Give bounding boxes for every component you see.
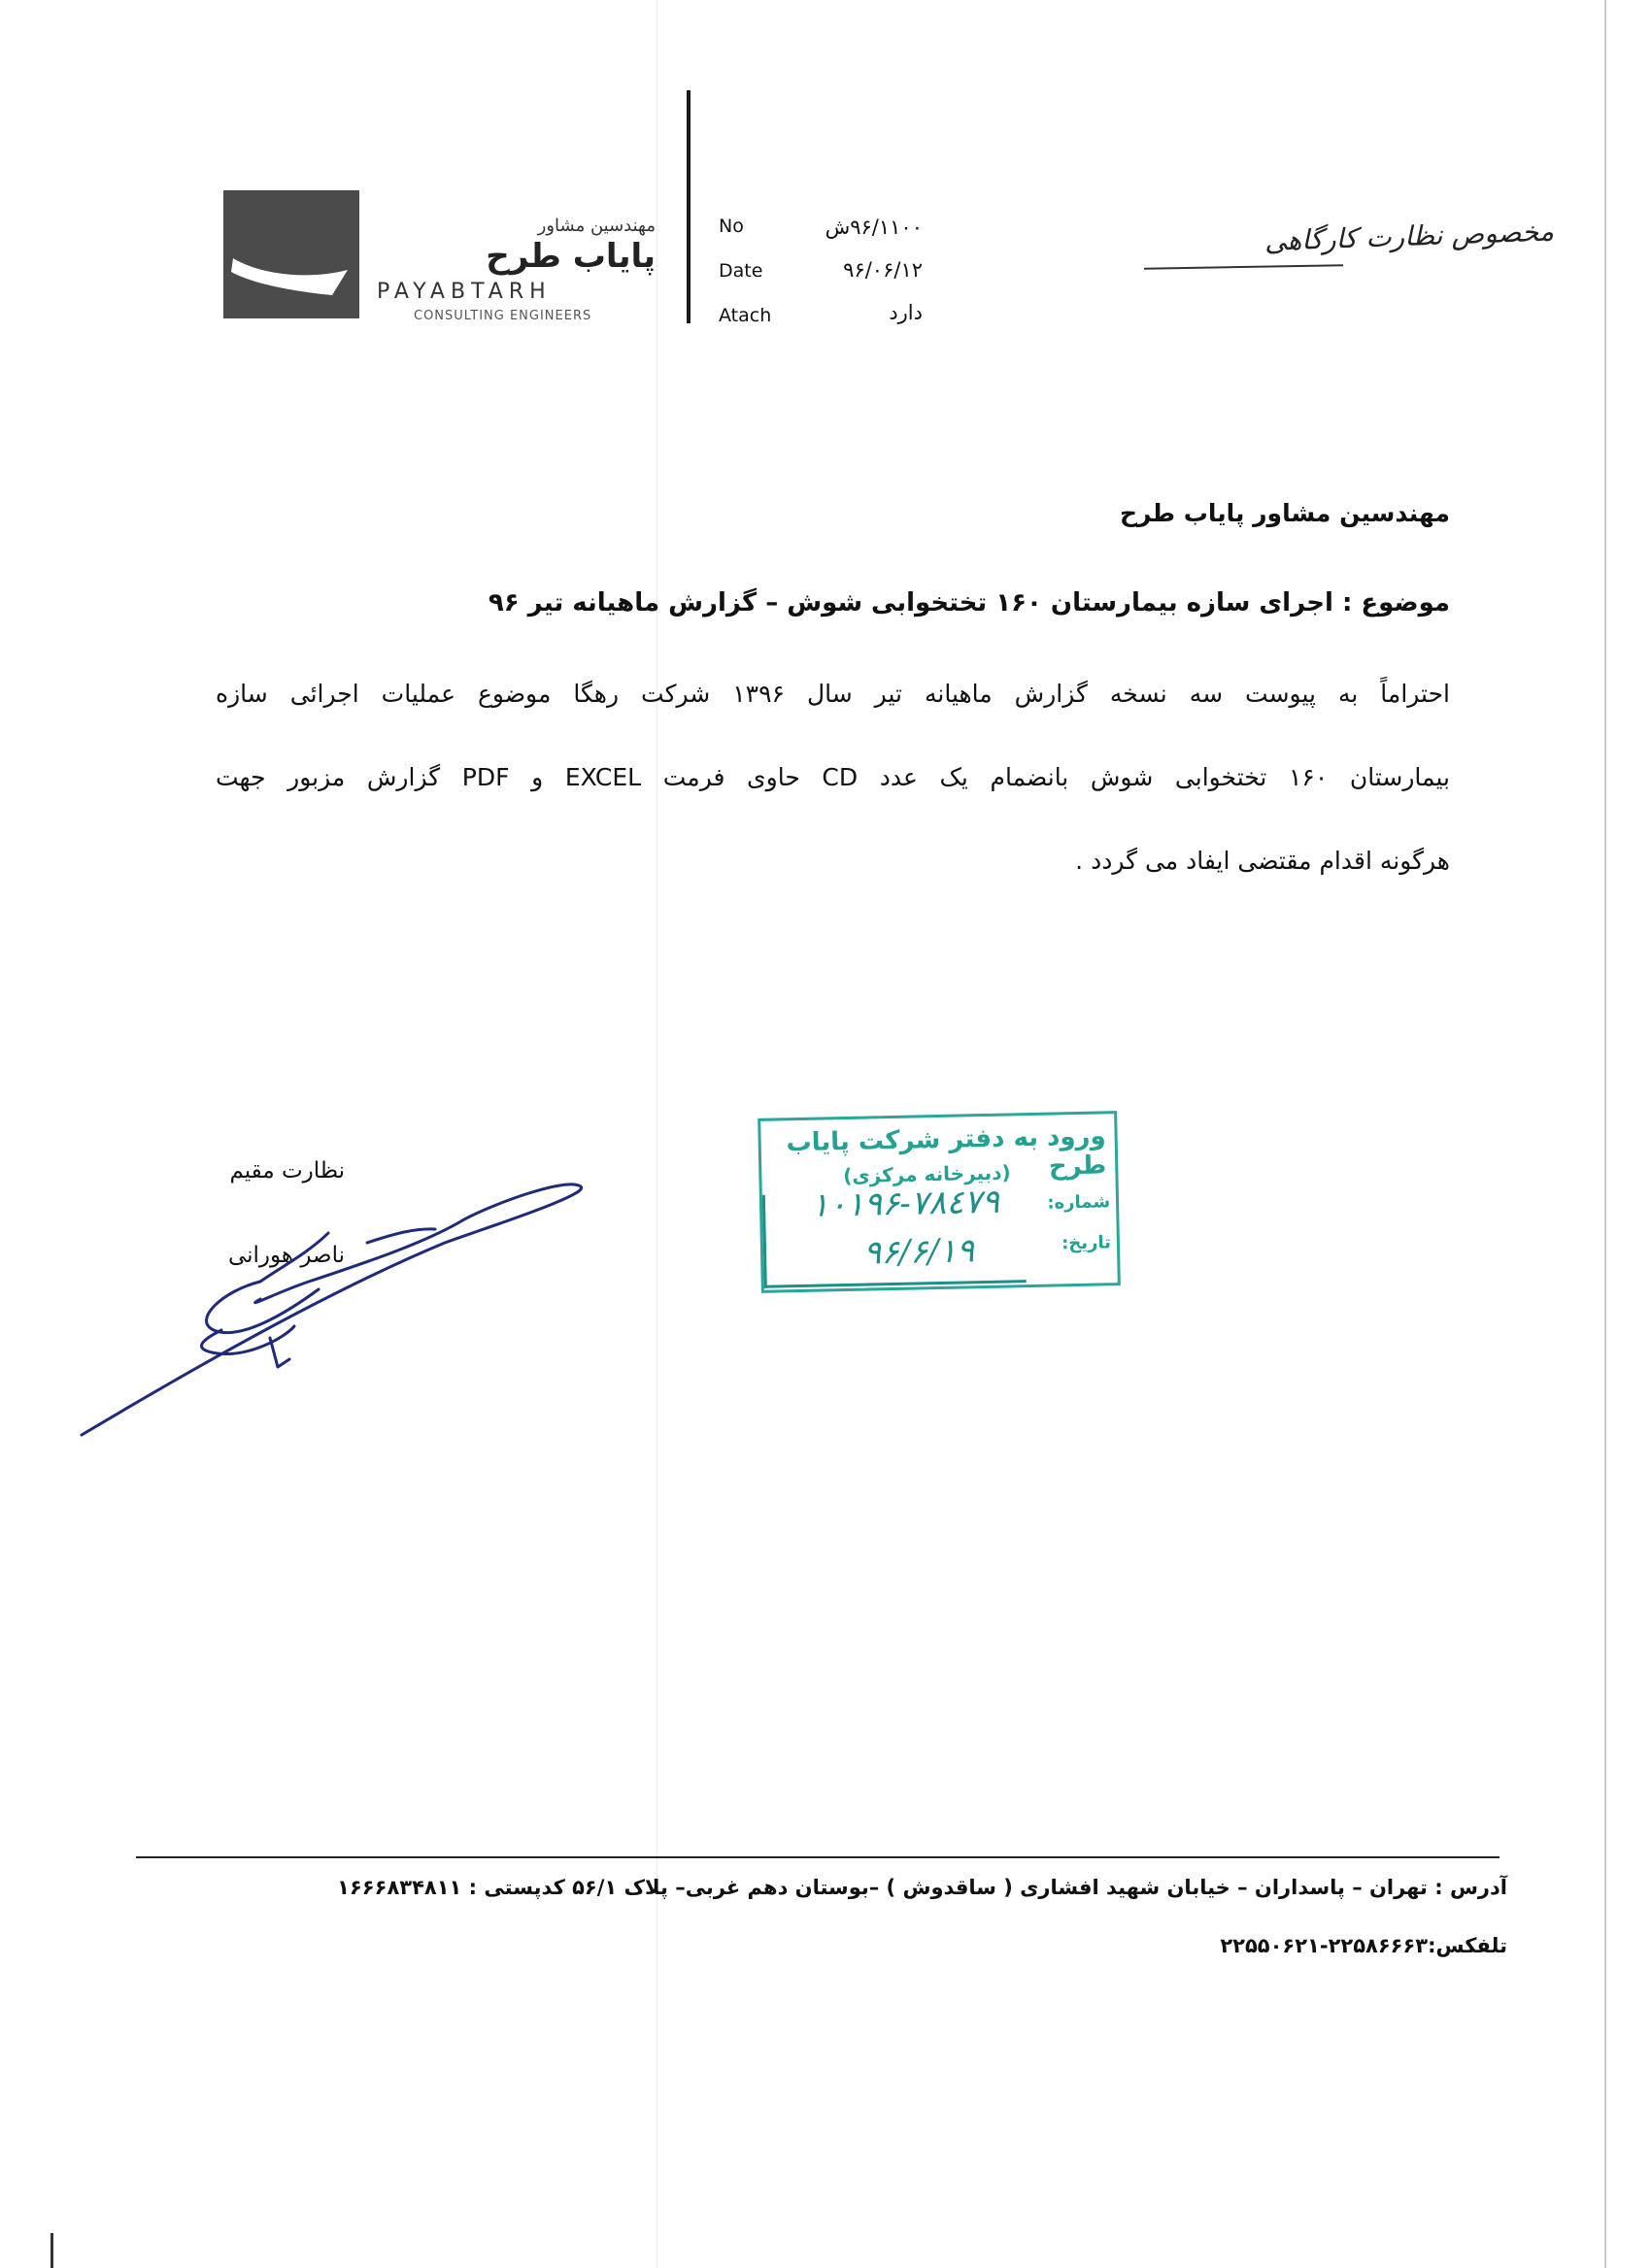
meta-date-value: ۹۶/۰۶/۱۲ <box>843 258 923 282</box>
company-logo-icon <box>223 190 359 318</box>
signer-title: نظارت مقیم <box>229 1158 345 1184</box>
classification-underline <box>1144 264 1343 270</box>
registry-stamp <box>758 1111 1121 1293</box>
header-divider <box>687 90 691 323</box>
meta-no-label: No <box>719 216 744 237</box>
subject-line: موضوع : اجرای سازه بیمارستان ۱۶۰ تختخوابی شوش – گزارش ماهیانه تیر ۹۶ <box>488 588 1450 617</box>
stamp-date-value: ۹۶/۶/۱۹ <box>862 1231 975 1273</box>
stamp-number-label: شماره: <box>1047 1191 1111 1214</box>
stamp-number-value: ۱۰۱۹۶-۷۸٤۷۹ <box>810 1182 1000 1225</box>
recipient: مهندسین مشاور پایاب طرح <box>1119 499 1450 527</box>
body-line-3: هرگونه اقدام مقتضی ایفاد می گردد . <box>1075 847 1450 875</box>
stamp-subtitle: (دبیرخانه مرکزی) <box>842 1160 1011 1188</box>
footer-rule <box>136 1856 1499 1858</box>
logo-name-en: PAYABTARH <box>377 280 552 304</box>
body-line-1: احتراماً به پیوست سه نسخه گزارش ماهیانه تیر سال ۱۳۹۶ شرکت رهگا موضوع عملیات اجرائی سازه <box>216 680 1451 708</box>
stamp-title: ورود به دفتر شرکت پایاب طرح <box>786 1121 1107 1182</box>
logo-subtitle-en: CONSULTING ENGINEERS <box>414 309 592 323</box>
footer-phone: تلفکس:۲۲۵۸۶۶۶۳-۲۲۵۵۰۶۲۱ <box>1220 1934 1507 1957</box>
signer-name: ناصر هورانی <box>227 1243 345 1268</box>
meta-attach-label: Atach <box>719 305 772 326</box>
meta-date-label: Date <box>719 260 763 282</box>
stamp-date-label: تاریخ: <box>1061 1232 1112 1254</box>
meta-no-value: ۹۶/۱۱۰۰ش <box>825 216 923 239</box>
classification-note: مخصوص نظارت کارگاهی <box>1264 215 1555 257</box>
body-line-2: بیمارستان ۱۶۰ تختخوابی شوش بانضمام یک عدد CD حاوی فرمت EXCEL و PDF گزارش مزبور جهت <box>216 763 1451 791</box>
footer-address: آدرس : تهران – پاسداران – خیابان شهید افشاری ( ساقدوش ) –بوستان دهم غربی– پلاک ۵۶/۱ کدپستی : ۱۶۶۶۸۳۴۸۱۱ <box>337 1876 1507 1899</box>
handwritten-signature-icon <box>76 1175 600 1451</box>
scan-edge-mark <box>51 2233 53 2268</box>
logo-subtitle-fa: مهندسین مشاور <box>537 216 656 236</box>
page-edge <box>1604 0 1606 2268</box>
meta-attach-value: دارد <box>889 301 923 324</box>
logo-name-fa: پایاب طرح <box>486 237 656 276</box>
